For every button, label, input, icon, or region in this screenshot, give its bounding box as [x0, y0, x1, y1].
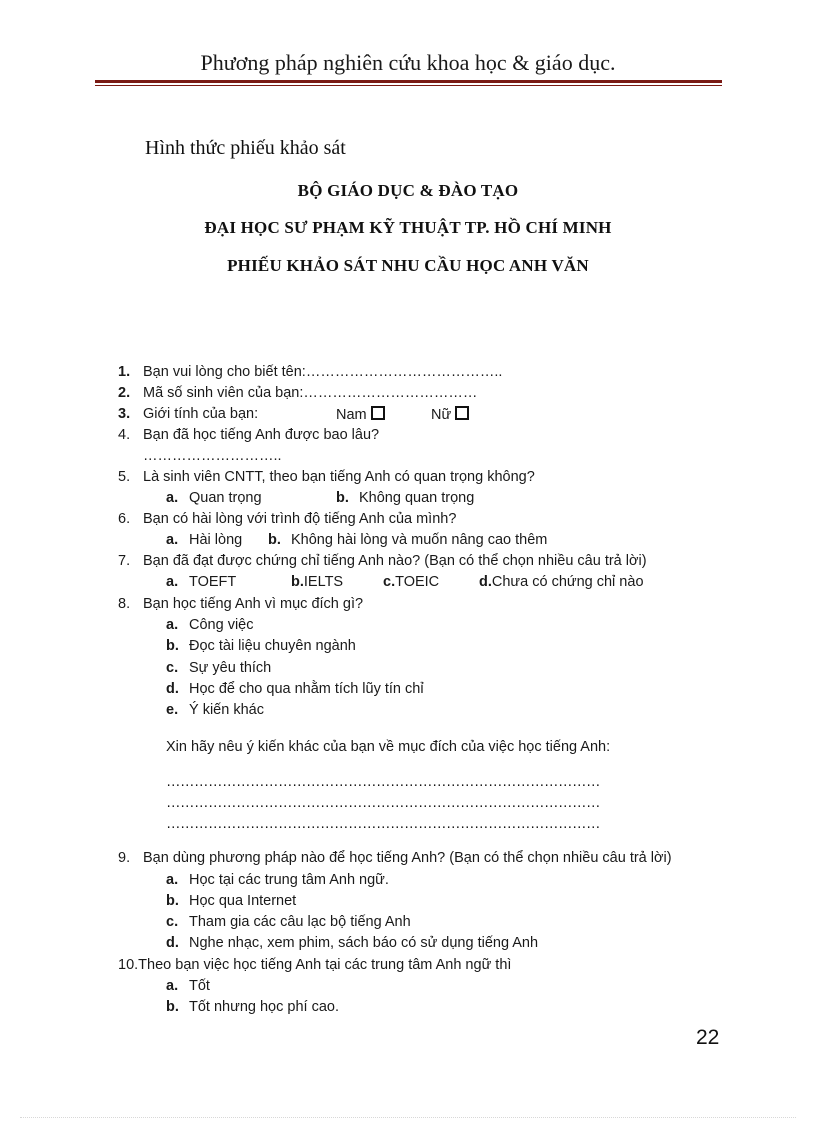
- option-text: Không quan trọng: [359, 490, 475, 506]
- question-8: [118, 596, 363, 612]
- option-c[interactable]: [383, 574, 439, 590]
- answer-dots: ………………………..: [143, 448, 282, 464]
- option-letter: c.: [166, 914, 179, 930]
- question-1: [118, 364, 502, 380]
- option-letter: b.: [166, 893, 179, 909]
- page-header-title: Phương pháp nghiên cứu khoa học & giáo dục.: [200, 50, 616, 75]
- option-letter: b.: [166, 638, 179, 654]
- gender-female-label: Nữ: [431, 407, 452, 423]
- option-text: Học để cho qua nhằm tích lũy tín chỉ: [189, 681, 424, 697]
- option-a[interactable]: [166, 978, 210, 994]
- question-number: 10.: [118, 957, 139, 973]
- heading-university: ĐẠI HỌC SƯ PHẠM KỸ THUẬT TP. HỒ CHÍ MINH: [204, 218, 612, 237]
- option-text: IELTS: [303, 574, 344, 590]
- question-10: [118, 957, 511, 973]
- option-text: Sự yêu thích: [189, 660, 272, 676]
- option-letter: e.: [166, 702, 179, 718]
- option-a[interactable]: [166, 617, 253, 633]
- other-opinion-prompt: Xin hãy nêu ý kiến khác của bạn về mục đích của việc học tiếng Anh:: [166, 739, 611, 755]
- option-text: Tốt: [189, 978, 210, 994]
- option-b[interactable]: [336, 490, 474, 506]
- question-number: 8.: [118, 596, 131, 612]
- question-number: 4.: [118, 427, 131, 443]
- option-b[interactable]: [166, 999, 339, 1015]
- option-text: TOEFT: [189, 574, 237, 590]
- option-text: Tốt nhưng học phí cao.: [189, 999, 339, 1015]
- option-b[interactable]: [268, 532, 547, 548]
- answer-line-3[interactable]: …………………………………………………………………………………: [166, 816, 600, 832]
- option-text: Ý kiến khác: [189, 702, 264, 718]
- option-letter: b.: [166, 999, 179, 1015]
- option-d[interactable]: [479, 574, 644, 590]
- question-number: 6.: [118, 511, 131, 527]
- option-a[interactable]: [166, 532, 242, 548]
- page-number: 22: [696, 1026, 720, 1049]
- option-text: Học tại các trung tâm Anh ngữ.: [189, 872, 389, 888]
- question-text: Mã số sinh viên của bạn:………………………………: [143, 385, 478, 401]
- option-letter: a.: [166, 617, 179, 633]
- option-letter: d.: [479, 574, 492, 590]
- question-text: Giới tính của bạn:: [143, 406, 259, 422]
- question-text: Theo bạn việc học tiếng Anh tại các trung tâm Anh ngữ thì: [138, 957, 512, 973]
- option-letter: d.: [166, 681, 179, 697]
- option-c[interactable]: [166, 660, 271, 676]
- question-text: Là sinh viên CNTT, theo bạn tiếng Anh có quan trọng không?: [143, 469, 535, 485]
- intro-text: Hình thức phiếu khảo sát: [145, 137, 346, 159]
- gender-male-option: [336, 406, 385, 423]
- footer-rule: [20, 1117, 796, 1118]
- question-text: Bạn có hài lòng với trình độ tiếng Anh của mình?: [143, 511, 457, 527]
- option-letter: c.: [166, 660, 179, 676]
- option-letter: d.: [166, 935, 179, 951]
- heading-ministry: BỘ GIÁO DỤC & ĐÀO TẠO: [297, 181, 519, 200]
- option-b[interactable]: [166, 893, 296, 909]
- header-rule-thick: [95, 80, 722, 83]
- option-d[interactable]: [166, 681, 424, 697]
- option-b[interactable]: [291, 574, 343, 590]
- question-number: 5.: [118, 469, 131, 485]
- option-a[interactable]: [166, 490, 262, 506]
- option-letter: a.: [166, 490, 179, 506]
- option-letter: b.: [291, 574, 304, 590]
- question-number: 9.: [118, 850, 131, 866]
- question-number: 7.: [118, 553, 131, 569]
- question-text: Bạn vui lòng cho biết tên:…………………………………..: [143, 364, 503, 380]
- option-text: Công việc: [189, 617, 254, 633]
- header-rule-thin: [95, 85, 722, 86]
- option-letter: b.: [336, 490, 349, 506]
- option-text: Hài lòng: [189, 532, 243, 548]
- option-e[interactable]: [166, 702, 264, 718]
- option-c[interactable]: [166, 914, 411, 930]
- option-a[interactable]: [166, 872, 389, 888]
- option-letter: a.: [166, 574, 179, 590]
- question-5: [118, 469, 535, 485]
- option-a[interactable]: [166, 574, 236, 590]
- option-text: Tham gia các câu lạc bộ tiếng Anh: [189, 914, 411, 930]
- question-text: Bạn học tiếng Anh vì mục đích gì?: [143, 596, 364, 612]
- question-6: [118, 511, 456, 527]
- option-letter: a.: [166, 872, 179, 888]
- question-text: Bạn đã đạt được chứng chỉ tiếng Anh nào? (Bạn có thể chọn nhiều câu trả lời): [143, 553, 647, 569]
- option-text: Không hài lòng và muốn nâng cao thêm: [291, 532, 548, 548]
- question-3: [118, 406, 258, 422]
- option-text: Chưa có chứng chỉ nào: [491, 574, 644, 590]
- gender-male-checkbox[interactable]: [371, 406, 385, 420]
- option-text: TOEIC: [395, 574, 440, 590]
- gender-male-label: Nam: [336, 407, 367, 423]
- question-9: [118, 850, 672, 866]
- option-letter: b.: [268, 532, 281, 548]
- question-number: 2.: [118, 385, 131, 401]
- option-letter: a.: [166, 978, 179, 994]
- answer-line-2[interactable]: …………………………………………………………………………………: [166, 795, 600, 811]
- heading-survey-title: PHIẾU KHẢO SÁT NHU CẦU HỌC ANH VĂN: [227, 256, 589, 275]
- gender-female-checkbox[interactable]: [455, 406, 469, 420]
- option-letter: a.: [166, 532, 179, 548]
- option-text: Đọc tài liệu chuyên ngành: [189, 638, 356, 654]
- option-letter: c.: [383, 574, 396, 590]
- option-text: Học qua Internet: [189, 893, 297, 909]
- question-2: [118, 385, 477, 401]
- question-7: [118, 553, 647, 569]
- question-number: 1.: [118, 364, 131, 380]
- option-b[interactable]: [166, 638, 356, 654]
- option-text: Nghe nhạc, xem phim, sách báo có sử dụng tiếng Anh: [189, 935, 539, 951]
- question-number: 3.: [118, 406, 131, 422]
- question-text: Bạn đã học tiếng Anh được bao lâu?: [143, 427, 380, 443]
- option-d[interactable]: [166, 935, 538, 951]
- question-4: [118, 427, 379, 443]
- option-text: Quan trọng: [189, 490, 262, 506]
- gender-female-option: [431, 406, 469, 423]
- question-text: Bạn dùng phương pháp nào để học tiếng Anh? (Bạn có thể chọn nhiều câu trả lời): [143, 850, 672, 866]
- answer-line-1[interactable]: …………………………………………………………………………………: [166, 774, 600, 790]
